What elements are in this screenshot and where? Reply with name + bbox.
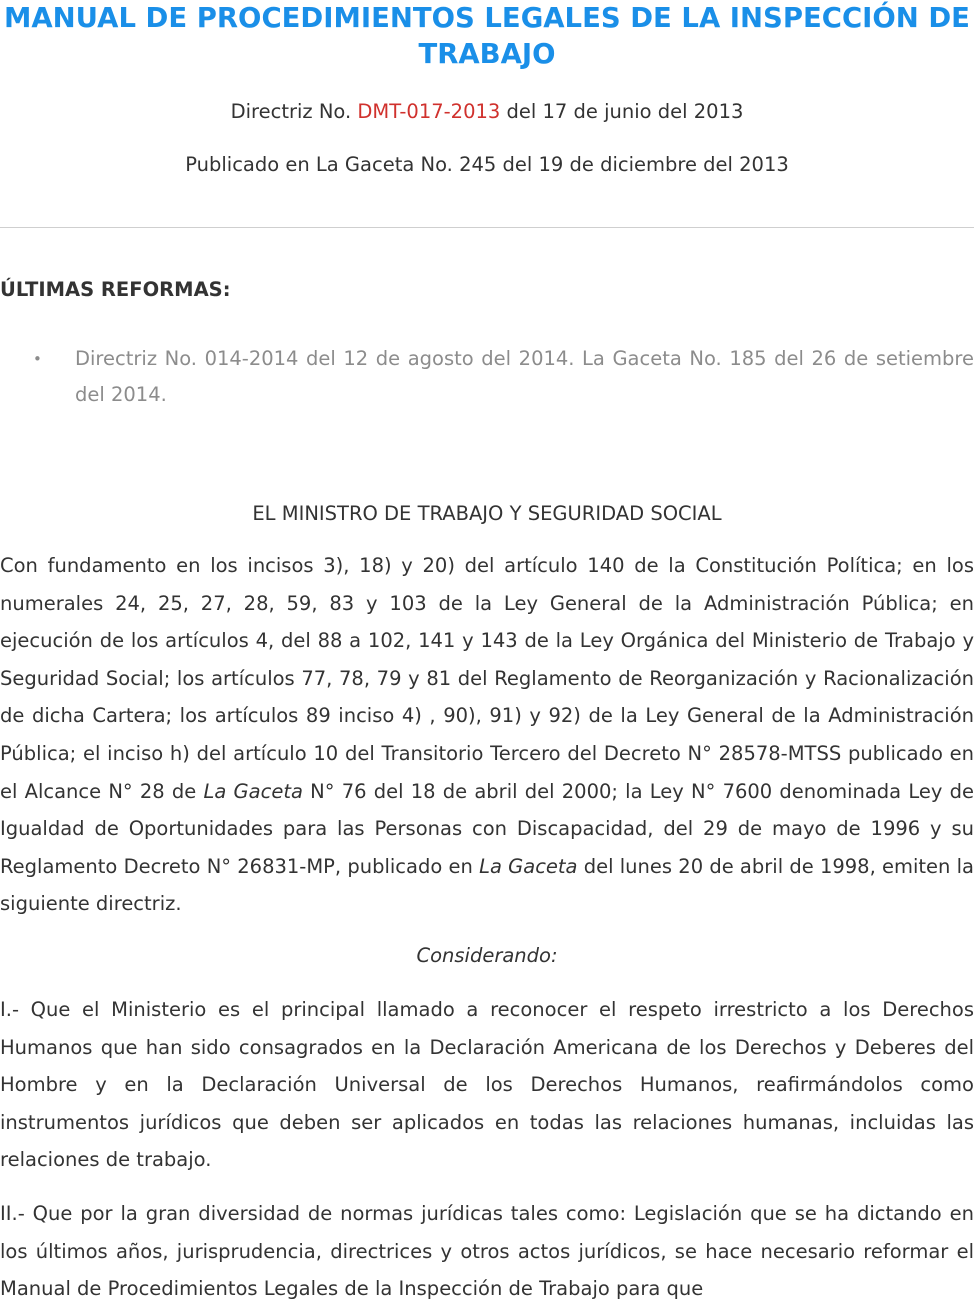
horizontal-divider xyxy=(0,227,974,228)
bullet-icon: • xyxy=(33,350,42,368)
reform-item xyxy=(0,341,974,413)
document-title: MANUAL DE PROCEDIMIENTOS LEGALES DE LA INSPECCIÓN DE TRABAJO xyxy=(4,2,970,70)
directive-link[interactable]: DMT-017-2013 xyxy=(357,100,501,123)
reform-item-text: Directriz No. 014-2014 del 12 de agosto del 2014. La Gaceta No. 185 del 26 de setiembre del 2014. xyxy=(75,347,974,406)
foundation-text-1: Con fundamento en los incisos 3), 18) y 20) del artículo 140 de la Constitución Política; en los numerales 24, 25, 27, 28, 59, 83 y 103 de la Ley General de la Administración Pública; en ejecución de los artículos 4, del 88 a 102, 141 y 143 de la Ley Orgánica del Ministerio de Trabajo y Seguridad Social; los artículos 77, 78, 79 y 81 del Reglamento de Reorganización y Racionalización de dicha Cartera; los artículos 89 inciso 4) , 90), 91) y 92) de la Ley General de la Administración Pública; el inciso h) del artículo 10 del Transitorio Tercero del Decreto N° 28578-MTSS publicado en el Alcance N° 28 de xyxy=(0,554,974,803)
gazette-reference: La Gaceta xyxy=(203,779,303,803)
clause-1-paragraph: I.- Que el Ministerio es el principal llamado a reconocer el respeto irrestricto a los Derechos Humanos que han sido consagrados en la Declaración Americana de los Derechos y Deberes del Hombre y en la Declaración Universal de los Derechos Humanos, reafirmándolos como instrumentos jurídicos que deben ser aplicados en todas las relaciones humanas, incluidas las relaciones de trabajo. xyxy=(0,998,974,1172)
directive-prefix: Directriz No. xyxy=(230,100,352,123)
publication-line: Publicado en La Gaceta No. 245 del 19 de diciembre del 2013 xyxy=(185,153,789,176)
reforms-list xyxy=(0,341,974,413)
directive-line xyxy=(0,99,974,125)
considerando-heading: Considerando: xyxy=(416,944,558,967)
directive-date: del 17 de junio del 2013 xyxy=(506,100,744,123)
clause-2-paragraph: II.- Que por la gran diversidad de normas jurídicas tales como: Legislación que se ha dictando en los últimos años, jurisprudencia, directrices y otros actos jurídicos, se hace necesario reformar el Manual de Procedimientos Legales de la Inspección de Trabajo para que xyxy=(0,1202,974,1301)
gazette-reference: La Gaceta xyxy=(479,854,578,878)
reforms-heading: ÚLTIMAS REFORMAS: xyxy=(0,278,231,301)
foundation-text-3: del lunes 20 de abril de 1998, emiten la siguiente directriz. xyxy=(0,854,974,916)
foundation-paragraph xyxy=(0,547,974,923)
foundation-text-2: N° 76 del 18 de abril del 2000; la Ley N° 7600 denominada Ley de Igualdad de Oportunidades para las Personas con Discapacidad, del 29 de mayo de 1996 y su Reglamento Decreto N° 26831-MP, publicado en xyxy=(0,779,974,878)
minister-heading: EL MINISTRO DE TRABAJO Y SEGURIDAD SOCIAL xyxy=(252,502,722,525)
